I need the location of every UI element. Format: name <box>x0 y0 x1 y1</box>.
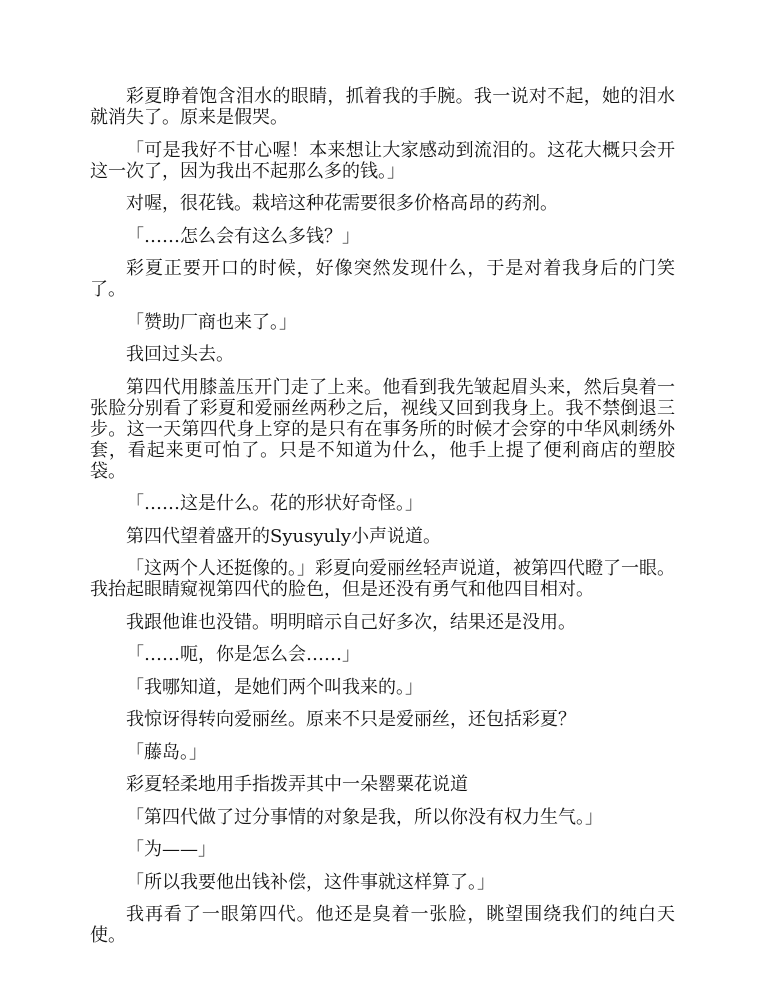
paragraph: 「所以我要他出钱补偿，这件事就这样算了。」 <box>126 871 495 893</box>
paragraph: 我回过头去。 <box>126 344 234 365</box>
paragraph: 第四代望着盛开的Syusyuly小声说道。 <box>126 525 442 547</box>
paragraph: 彩夏轻柔地用手指拨弄其中一朵罂粟花说道 <box>126 774 468 795</box>
paragraph: 彩夏睁着饱含泪水的眼睛，抓着我的手腕。我一说对不起，她的泪水就消失了。原来是假哭。 <box>90 86 675 128</box>
paragraph: 对喔，很花钱。栽培这种花需要很多价格高昂的药剂。 <box>126 193 558 214</box>
document-page <box>90 86 675 958</box>
paragraph: 我再看了一眼第四代。他还是臭着一张脸，眺望围绕我们的纯白天使。 <box>90 904 675 946</box>
paragraph: 我跟他谁也没错。明明暗示自己好多次，结果还是没用。 <box>126 611 576 633</box>
paragraph: 「……呃，你是怎么会……」 <box>126 644 360 665</box>
paragraph: 第四代用膝盖压开门走了上来。他看到我先皱起眉头来，然后臭着一张脸分别看了彩夏和爱丽丝两秒之后，视线又回到我身上。我不禁倒退三步。这一天第四代身上穿的是只有在事务所的时候才会穿的中华风刺绣外套，看起来更可怕了。只是不知道为什么，他手上提了便利商店的塑胶袋。 <box>90 376 675 482</box>
paragraph: 「第四代做了过分事情的对象是我，所以你没有权力生气。」 <box>126 806 603 828</box>
paragraph: 我惊讶得转向爱丽丝。原来不只是爱丽丝，还包括彩夏？ <box>126 709 576 730</box>
paragraph: 「这两个人还挺像的。」彩夏向爱丽丝轻声说道，被第四代瞪了一眼。我抬起眼睛窥视第四代的脸色，但是还没有勇气和他四目相对。 <box>90 558 675 600</box>
paragraph: 「我哪知道，是她们两个叫我来的。」 <box>126 676 423 698</box>
paragraph: 「……这是什么。花的形状好奇怪。」 <box>126 493 423 514</box>
paragraph: 「……怎么会有这么多钱？」 <box>126 225 360 247</box>
paragraph: 「为——」 <box>126 839 216 860</box>
paragraph: 「藤岛。」 <box>126 741 207 763</box>
paragraph: 彩夏正要开口的时候，好像突然发现什么，于是对着我身后的门笑了。 <box>90 258 675 300</box>
paragraph: 「赞助厂商也来了。」 <box>126 311 297 333</box>
paragraph: 「可是我好不甘心喔！本来想让大家感动到流泪的。这花大概只会开这一次了，因为我出不起那么多的钱。」 <box>90 139 675 182</box>
